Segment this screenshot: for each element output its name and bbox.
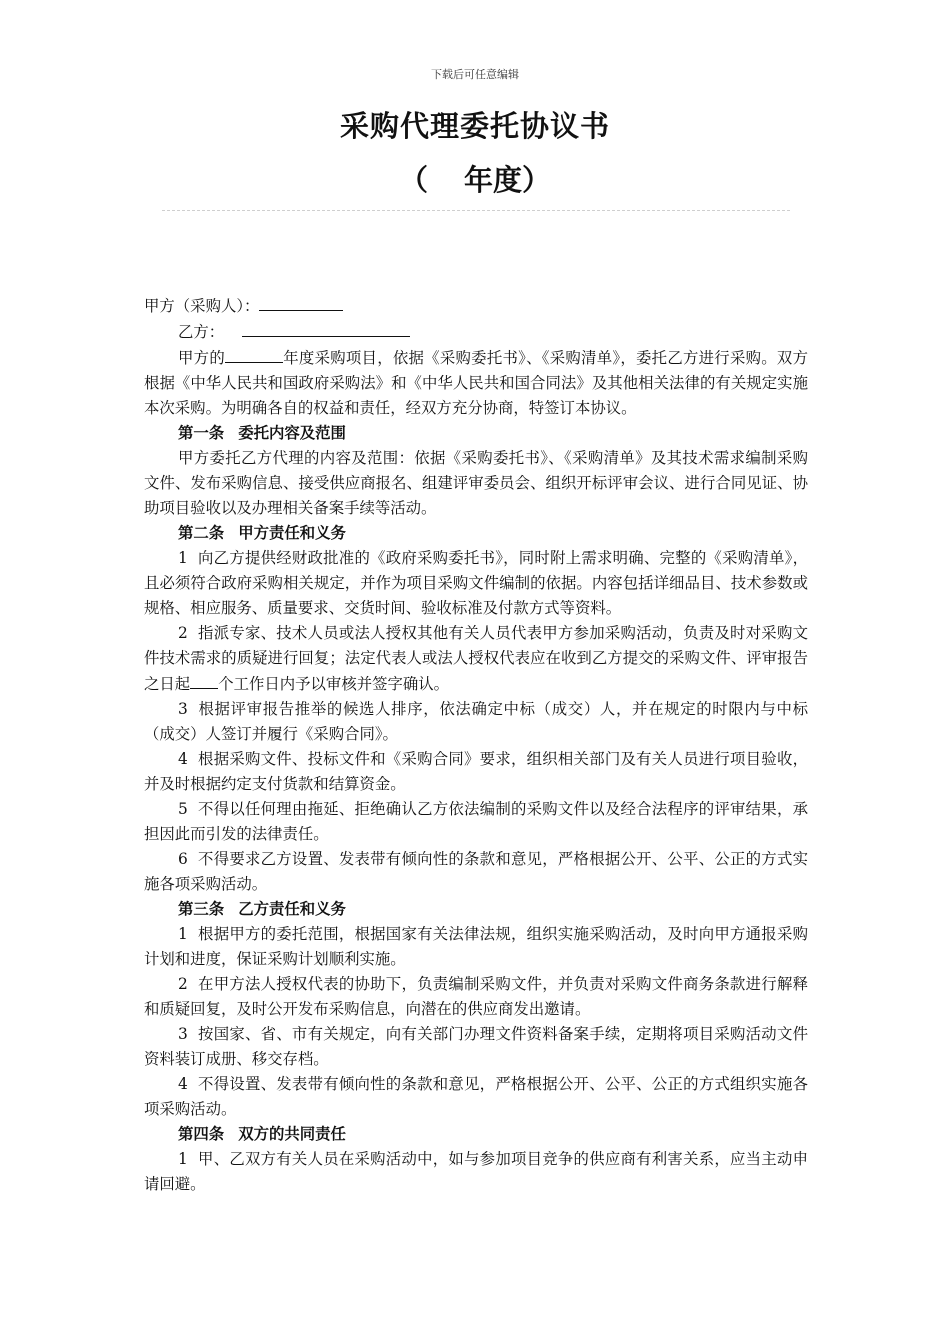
document-year-line (0, 158, 950, 199)
article-3-heading (144, 897, 808, 922)
dashed-divider (162, 210, 790, 211)
article-4-number: 第四条 (178, 1125, 225, 1143)
item-number: 3 (178, 700, 188, 718)
item-text: 不得要求乙方设置、发表带有倾向性的条款和意见，严格根据公开、公平、公正的方式实施各项采购活动。 (144, 850, 808, 893)
header-note: 下载后可任意编辑 (431, 68, 519, 81)
party-b-line (144, 319, 808, 345)
item-number: 3 (178, 1025, 188, 1043)
article-3-item-1 (144, 922, 808, 972)
article-4-title: 双方的共同责任 (238, 1125, 346, 1143)
article-4-item-1 (144, 1147, 808, 1197)
article-3-title: 乙方责任和义务 (238, 900, 346, 918)
article-3-item-2 (144, 972, 808, 1022)
item-text: 指派专家、技术人员或法人授权其他有关人员代表甲方参加采购活动，负责及时对采购文件技术需求的质疑进行回复；法定代表人或法人授权代表应在收到乙方提交的采购文件、评审报告之日起 (144, 624, 808, 693)
party-b-label: 乙方： (178, 323, 225, 341)
item-text: 个工作日内予以审核并签字确认。 (218, 675, 450, 693)
item-number: 1 (178, 549, 188, 567)
item-text: 向乙方提供经财政批准的《政府采购委托书》，同时附上需求明确、完整的《采购清单》，且必须符合政府采购相关规定，并作为项目采购文件编制的依据。内容包括详细品目、技术参数或规格、相应服务、质量要求、交货时间、验收标准及付款方式等资料。 (144, 549, 808, 617)
item-number: 5 (178, 800, 188, 818)
item-text: 按国家、省、市有关规定，向有关部门办理文件资料备案手续，定期将项目采购活动文件资料装订成册、移交存档。 (144, 1025, 808, 1068)
article-2-item-5 (144, 797, 808, 847)
article-3-number: 第三条 (178, 900, 225, 918)
party-a-label: 甲方（采购人）： (144, 297, 260, 315)
item-text: 根据甲方的委托范围，根据国家有关法律法规，组织实施采购活动，及时向甲方通报采购计划和进度，保证采购计划顺利实施。 (144, 925, 808, 968)
article-2-heading (144, 521, 808, 546)
year-open-paren: （ (398, 163, 428, 197)
item-number: 4 (178, 1075, 188, 1093)
party-b-blank (242, 319, 410, 337)
article-1-text: 甲方委托乙方代理的内容及范围：依据《采购委托书》、《采购清单》及其技术需求编制采购文件、发布采购信息、接受供应商报名、组建评审委员会、组织开标评审会议、进行合同见证、协助项目验收以及办理相关备案手续等活动。 (144, 449, 808, 517)
year-word: 年度） (464, 163, 552, 197)
item-number: 6 (178, 850, 188, 868)
intro-text-2: 年度采购项目，依据《采购委托书》、《采购清单》，委托乙方进行采购。双方根据《中华人民共和国政府采购法》和《中华人民共和国合同法》及其他相关法律的有关规定实施本次采购。为明确各自的权益和责任，经双方充分协商，特签订本协议。 (144, 349, 808, 417)
article-2-item-2 (144, 621, 808, 697)
item-number: 2 (178, 624, 188, 642)
article-3-item-3 (144, 1022, 808, 1072)
item-text: 在甲方法人授权代表的协助下，负责编制采购文件，并负责对采购文件商务条款进行解释和质疑回复，及时公开发布采购信息，向潜在的供应商发出邀请。 (144, 975, 808, 1018)
item-number: 1 (178, 1150, 188, 1168)
item-number: 4 (178, 750, 188, 768)
article-4-heading (144, 1122, 808, 1147)
item-number: 2 (178, 975, 188, 993)
article-2-item-6 (144, 847, 808, 897)
party-a-blank (259, 293, 343, 311)
year-blank-field (225, 345, 283, 363)
article-2-item-4 (144, 747, 808, 797)
item-text: 不得以任何理由拖延、拒绝确认乙方依法编制的采购文件以及经合法程序的评审结果，承担因此而引发的法律责任。 (144, 800, 808, 843)
article-2-number: 第二条 (178, 524, 225, 542)
article-1-title: 委托内容及范围 (238, 424, 346, 442)
item-text: 不得设置、发表带有倾向性的条款和意见，严格根据公开、公平、公正的方式组织实施各项采购活动。 (144, 1075, 808, 1118)
item-number: 1 (178, 925, 188, 943)
intro-text-1: 甲方的 (178, 349, 225, 367)
item-text: 甲、乙双方有关人员在采购活动中，如与参加项目竞争的供应商有利害关系，应当主动申请回避。 (144, 1150, 808, 1193)
article-3-item-4 (144, 1072, 808, 1122)
document-title: 采购代理委托协议书 (339, 109, 610, 143)
article-2-title: 甲方责任和义务 (238, 524, 346, 542)
article-1-heading (144, 421, 808, 446)
article-2-item-1 (144, 546, 808, 621)
days-blank (190, 671, 218, 689)
party-a-line (144, 293, 808, 319)
agreement-body (144, 293, 808, 1197)
article-1-number: 第一条 (178, 424, 225, 442)
intro-paragraph (144, 345, 808, 421)
item-text: 根据评审报告推举的候选人排序，依法确定中标（成交）人，并在规定的时限内与中标（成交）人签订并履行《采购合同》。 (144, 700, 808, 743)
article-2-item-3 (144, 697, 808, 747)
item-text: 根据采购文件、投标文件和《采购合同》要求，组织相关部门及有关人员进行项目验收，并及时根据约定支付货款和结算资金。 (144, 750, 808, 793)
